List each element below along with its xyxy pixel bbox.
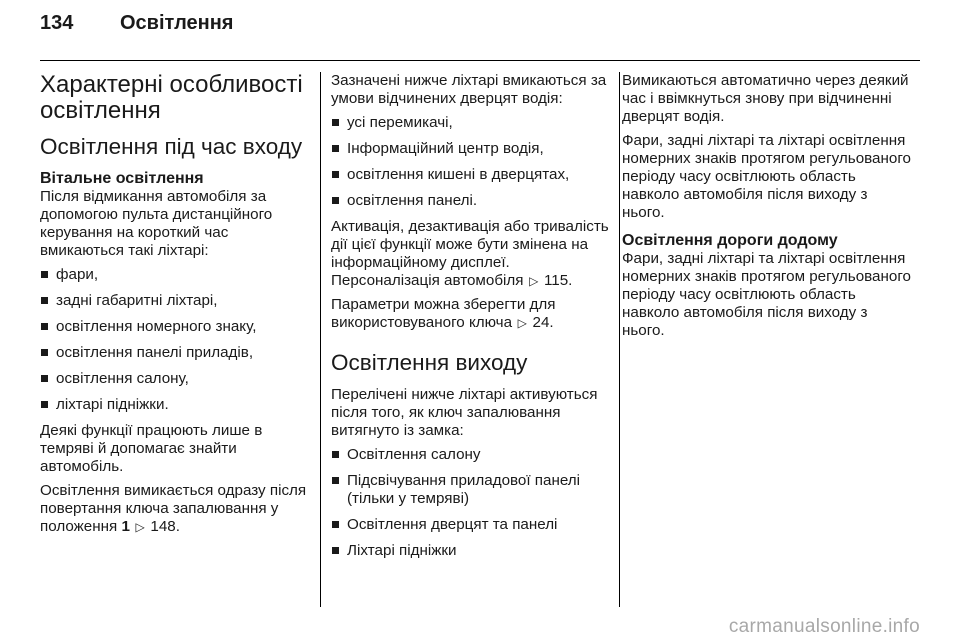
list-item: Інформаційний центр водія, — [331, 140, 616, 158]
ignition-position: 1 — [121, 518, 130, 535]
page-reference-arrow-icon: ▷ — [517, 316, 527, 330]
paragraph: Вимикаються автоматично через деякий час і ввімкнуться знову при відчиненні дверцят водія. — [622, 72, 909, 125]
paragraph: Фари, задні ліхтарі та ліхтарі освітлення номерних знаків протягом регульованого періоду часу освітлюють область навколо автомобіля після виходу з нього. — [622, 132, 911, 221]
list-item: Ліхтарі підніжки — [331, 542, 616, 560]
paragraph-text: Параметри можна зберегти для використовуваного ключа — [331, 296, 556, 331]
column-2 — [331, 72, 616, 568]
column-3 — [622, 72, 912, 346]
list-item: ліхтарі підніжки. — [40, 396, 310, 414]
page-reference[interactable]: 148. — [150, 518, 180, 535]
page-reference-arrow-icon: ▷ — [529, 274, 539, 288]
paragraph: Зазначені нижче ліхтарі вмикаються за умови відчинених дверцят водія: — [331, 72, 607, 107]
list-item: Підсвічування приладової панелі (тільки у темряві) — [331, 472, 616, 508]
column-divider — [320, 72, 321, 607]
paragraph — [331, 296, 616, 332]
column-divider — [619, 72, 620, 607]
header-divider — [40, 60, 920, 61]
list-item: освітлення кишені в дверцятах, — [331, 166, 616, 184]
bullet-list — [331, 446, 616, 560]
paragraph — [331, 218, 616, 290]
paragraph — [40, 482, 310, 536]
running-title: Освітлення — [120, 12, 234, 34]
paragraph: Деякі функції працюють лише в темряві й допомагає знайти автомобіль. — [40, 422, 263, 475]
page-reference[interactable]: 115. — [543, 272, 573, 289]
paragraph-text: Освітлення вимикається одразу після повертання ключа запалювання у положення — [40, 482, 307, 535]
list-item: фари, — [40, 266, 310, 284]
page-header — [40, 12, 920, 56]
page-number: 134 — [40, 12, 74, 34]
paragraph: Після відмикання автомобіля за допомогою пульта дистанційного керування на короткий час вмикаються такі ліхтарі: — [40, 188, 273, 259]
paragraph-text: Активація, дезактивація або тривалість дії цієї функції може бути змінена на інформаційному дисплеї. Персоналізація автомобіля — [331, 218, 609, 289]
list-item: освітлення панелі. — [331, 192, 616, 210]
bullet-list — [40, 266, 310, 414]
list-item: Освітлення дверцят та панелі — [331, 516, 616, 534]
subheading-welcome-lighting: Вітальне освітлення — [40, 170, 204, 187]
watermark: carmanualsonline.info — [728, 616, 920, 637]
list-item: Освітлення салону — [331, 446, 616, 464]
page-reference-arrow-icon: ▷ — [135, 520, 145, 534]
list-item: освітлення номерного знаку, — [40, 318, 310, 336]
chapter-title: Характерні особливості освітлення — [40, 71, 303, 124]
list-item: усі перемикачі, — [331, 114, 616, 132]
section-heading-entry-lighting: Освітлення під час входу — [40, 134, 303, 159]
list-item: освітлення панелі приладів, — [40, 344, 310, 362]
bullet-list — [331, 114, 616, 210]
subheading-path-lighting: Освітлення дороги додому — [622, 232, 838, 249]
column-1 — [40, 72, 310, 542]
list-item: освітлення салону, — [40, 370, 310, 388]
paragraph: Перелічені нижче ліхтарі активуються після того, як ключ запалювання витягнуто із замка: — [331, 386, 598, 439]
paragraph: Фари, задні ліхтарі та ліхтарі освітлення номерних знаків протягом регульованого періоду часу освітлюють область навколо автомобіля після виходу з нього. — [622, 250, 911, 339]
list-item: задні габаритні ліхтарі, — [40, 292, 310, 310]
page-reference[interactable]: 24. — [532, 314, 554, 331]
section-heading-exit-lighting: Освітлення виходу — [331, 350, 528, 375]
